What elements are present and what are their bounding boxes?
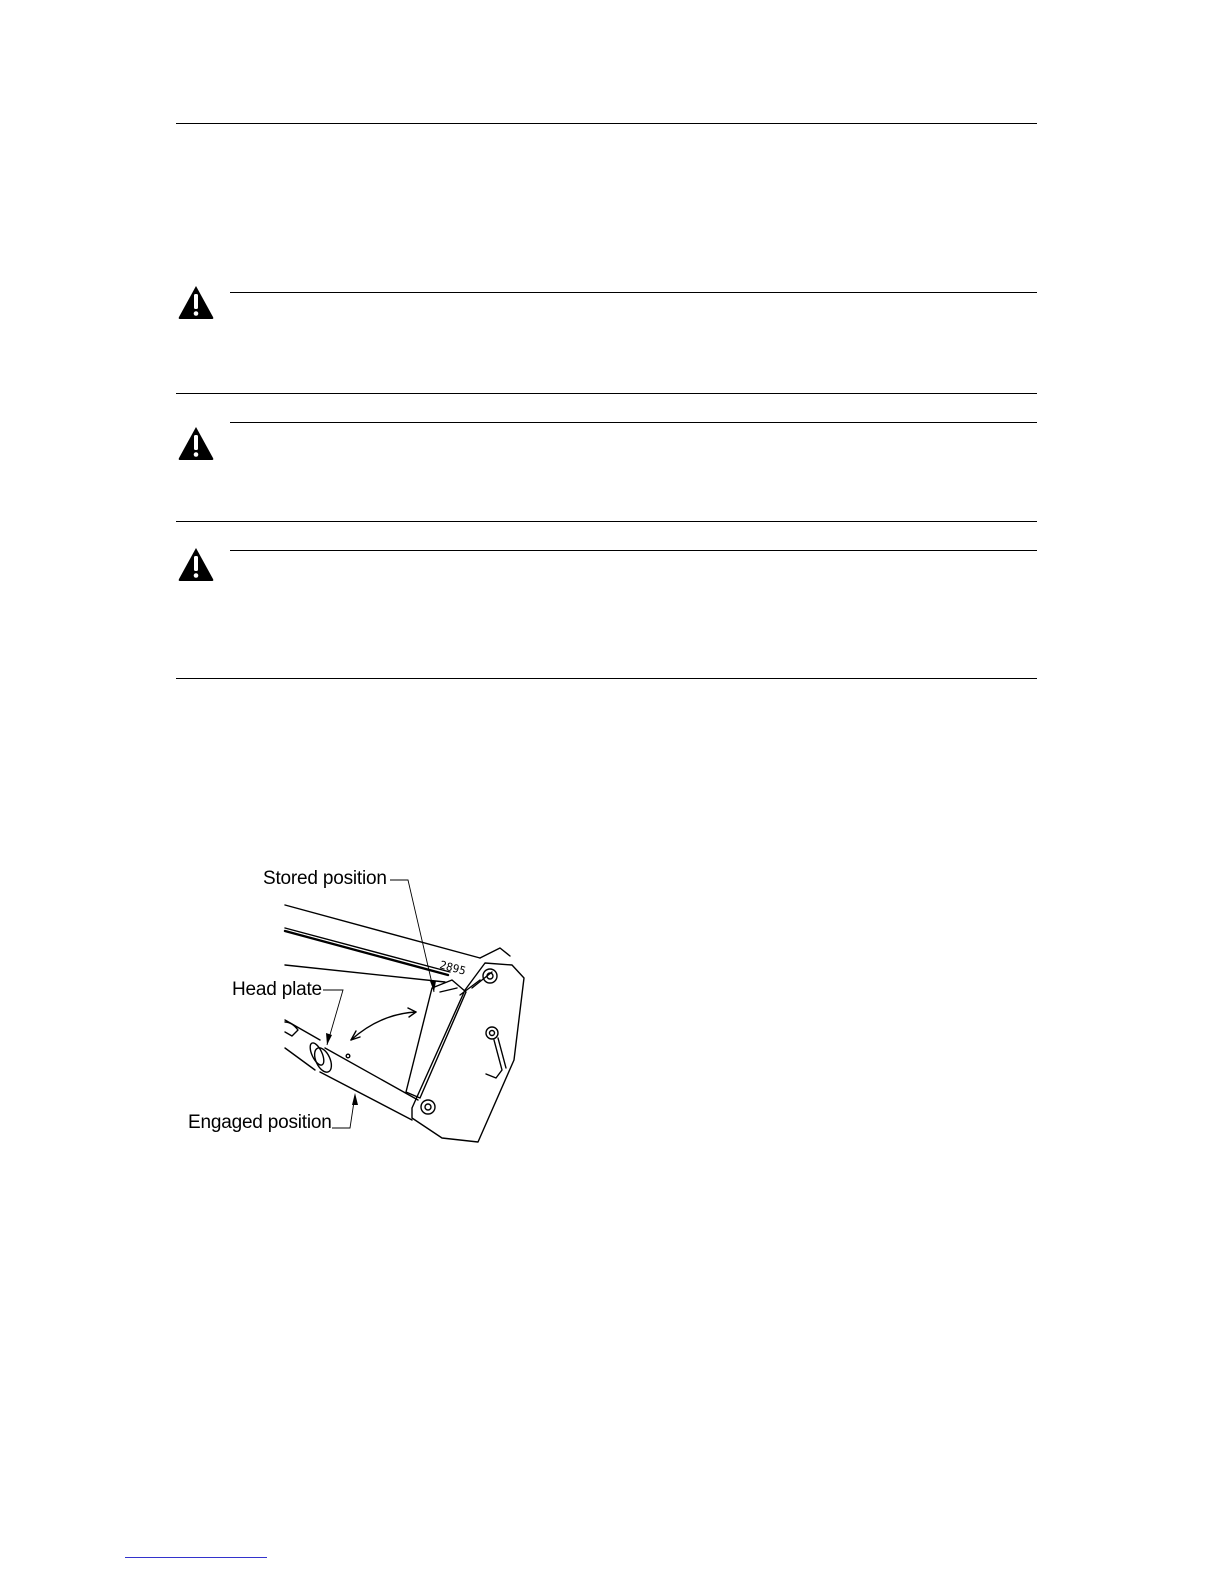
part-number-marking: 2895 [438, 958, 468, 978]
head-plate-label: Head plate [232, 979, 322, 1000]
warning-1-bottom-rule [176, 393, 1037, 394]
warning-1-top-rule [230, 292, 1037, 293]
warning-2-bottom-rule [176, 521, 1037, 522]
warning-2-top-rule [230, 422, 1037, 423]
warning-triangle-icon [177, 284, 215, 320]
footer-link-underline[interactable] [125, 1557, 267, 1558]
head-plate-figure [180, 860, 540, 1160]
warning-triangle-icon [177, 546, 215, 582]
warning-triangle-icon [177, 425, 215, 461]
warning-3-top-rule [230, 550, 1037, 551]
warning-3-bottom-rule [176, 678, 1037, 679]
engaged-position-label: Engaged position [188, 1112, 332, 1133]
header-rule [176, 123, 1037, 124]
stored-position-label: Stored position [263, 868, 387, 889]
